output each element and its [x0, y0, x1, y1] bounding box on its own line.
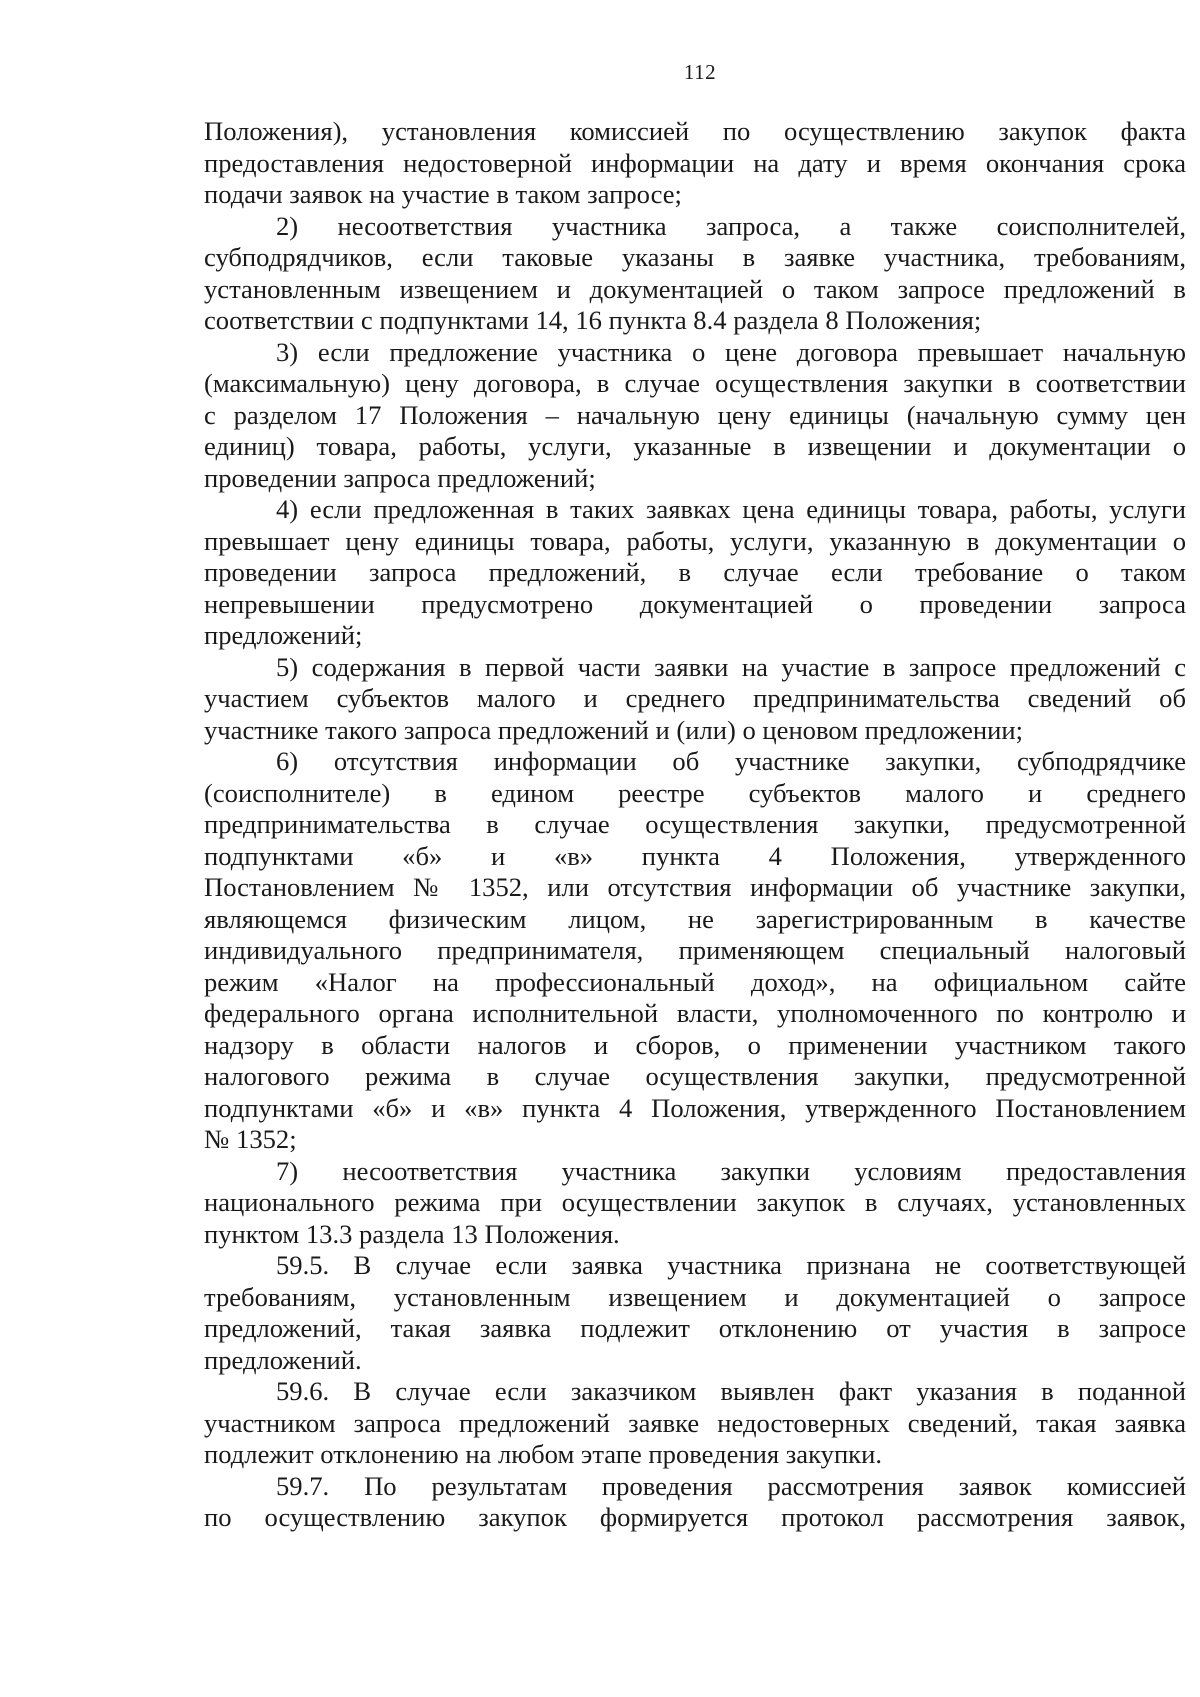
text-line: 5) содержания в первой части заявки на участие в запросе предложений с — [276, 651, 1186, 682]
text-line: субподрядчиков, если таковые указаны в заявке участника, требованиям, — [204, 242, 1186, 272]
text-line: участием субъектов малого и среднего предпринимательства сведений об — [204, 683, 1186, 713]
text-line: предложений; — [204, 620, 363, 650]
text-line: являющемся физическим лицом, не зарегистрированным в качестве — [204, 903, 1186, 934]
text-line: соответствии с подпунктами 14, 16 пункта 8.4 раздела 8 Положения; — [204, 305, 982, 335]
text-line: подпунктами «б» и «в» пункта 4 Положения, утвержденного Постановлением — [204, 1092, 1186, 1123]
text-line: Положения), установления комиссией по осуществлению закупок факта — [204, 116, 1186, 146]
text-line: 59.6. В случае если заказчиком выявлен факт указания в поданной — [276, 1376, 1186, 1406]
text-line: предложений, такая заявка подлежит отклонению от участия в запросе — [204, 1313, 1186, 1343]
document-body — [204, 116, 1186, 1534]
text-line: федерального органа исполнительной власти, уполномоченного по контролю и — [204, 998, 1186, 1028]
text-line: превышает цену единицы товара, работы, услуги, указанную в документации о — [204, 525, 1186, 556]
text-line: участнике такого запроса предложений и (или) о ценовом предложении; — [204, 714, 1023, 745]
text-line: Постановлением № 1352, или отсутствия информации об участнике закупки, — [204, 872, 1186, 902]
text-line: пунктом 13.3 раздела 13 Положения. — [204, 1218, 620, 1249]
text-line: подачи заявок на участие в таком запросе; — [204, 179, 682, 209]
text-line: (соисполнителе) в едином реестре субъектов малого и среднего — [204, 777, 1186, 808]
text-line: 3) если предложение участника о цене договора превышает начальную — [276, 336, 1186, 367]
text-line: предоставления недостоверной информации на дату и время окончания срока — [204, 147, 1186, 178]
text-line: предложений. — [204, 1344, 362, 1375]
text-line: подпунктами «б» и «в» пункта 4 Положения, утвержденного — [204, 840, 1186, 871]
text-line: единиц) товара, работы, услуги, указанные в извещении и документации о — [204, 431, 1186, 461]
text-line: требованиям, установленным извещением и документацией о запросе — [204, 1281, 1186, 1312]
text-line: установленным извещением и документацией о таком запросе предложений в — [204, 273, 1186, 304]
text-line: 59.5. В случае если заявка участника признана не соответствующей — [276, 1250, 1186, 1280]
text-line: 2) несоответствия участника запроса, а также соисполнителей, — [276, 210, 1186, 241]
text-line: 4) если предложенная в таких заявках цена единицы товара, работы, услуги — [276, 494, 1186, 524]
text-line: участником запроса предложений заявке недостоверных сведений, такая заявка — [204, 1407, 1186, 1438]
text-line: (максимальную) цену договора, в случае осуществления закупки в соответствии — [204, 368, 1186, 398]
text-line: с разделом 17 Положения – начальную цену единицы (начальную сумму цен — [204, 399, 1186, 430]
text-line: подлежит отклонению на любом этапе проведения закупки. — [204, 1439, 882, 1469]
text-line: проведении запроса предложений; — [204, 462, 596, 493]
text-line: предпринимательства в случае осуществления закупки, предусмотренной — [204, 809, 1186, 839]
text-line: налогового режима в случае осуществления закупки, предусмотренной — [204, 1061, 1186, 1091]
text-line: 6) отсутствия информации об участнике закупки, субподрядчике — [276, 746, 1186, 776]
text-line: 59.7. По результатам проведения рассмотрения заявок комиссией — [276, 1470, 1186, 1501]
text-line: непревышении предусмотрено документацией о проведении запроса — [204, 588, 1186, 619]
text-line: проведении запроса предложений, в случае если требование о таком — [204, 557, 1186, 587]
page-number: 112 — [683, 60, 717, 84]
text-line: № 1352; — [204, 1124, 297, 1154]
text-line: надзору в области налогов и сборов, о применении участником такого — [204, 1029, 1186, 1060]
text-line: режим «Налог на профессиональный доход», на официальном сайте — [204, 966, 1186, 997]
text-line: по осуществлению закупок формируется протокол рассмотрения заявок, — [204, 1502, 1186, 1532]
text-line: национального режима при осуществлении закупок в случаях, установленных — [204, 1187, 1186, 1217]
text-line: индивидуального предпринимателя, применяющем специальный налоговый — [204, 935, 1186, 965]
text-line: 7) несоответствия участника закупки условиям предоставления — [276, 1155, 1186, 1186]
